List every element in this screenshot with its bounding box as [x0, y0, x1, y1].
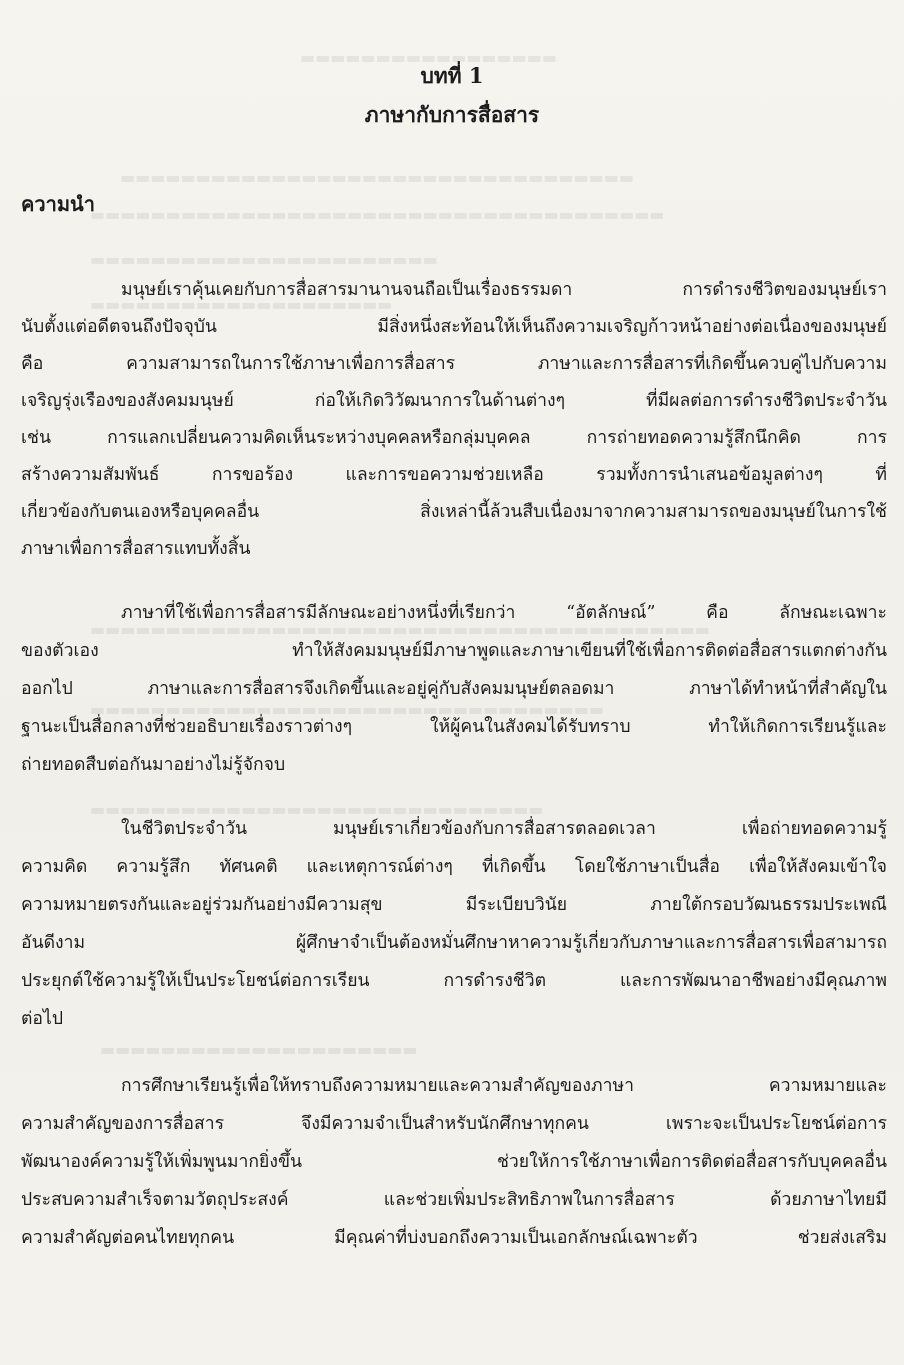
paragraph-line: ต่อไป — [21, 1009, 64, 1029]
chapter-title: ภาษากับการสื่อสาร — [364, 102, 540, 127]
paragraph-line: ความหมายตรงกันและอยู่ร่วมกันอย่างมีความสุข มีระเบียบวินัย ภายใต้กรอบวัฒนธรรมประเพณี — [21, 895, 887, 915]
paragraph-line: นับตั้งแต่อดีตจนถึงปัจจุบัน มีสิ่งหนึ่งสะท้อนให้เห็นถึงความเจริญก้าวหน้าอย่างต่อเนื่องของมนุษย์ — [21, 317, 887, 337]
paragraph-line: ในชีวิตประจำวัน มนุษย์เราเกี่ยวข้องกับการสื่อสารตลอดเวลา เพื่อถ่ายทอดความรู้ — [121, 819, 887, 839]
paragraph-line: พัฒนาองค์ความรู้ให้เพิ่มพูนมากยิ่งขึ้น ช่วยให้การใช้ภาษาเพื่อการติดต่อสื่อสารกับบุคคลอื่น — [21, 1152, 887, 1172]
section-heading: ความนำ — [21, 192, 95, 216]
paragraph-line: สร้างความสัมพันธ์ การขอร้อง และการขอความช่วยเหลือ รวมทั้งการนำเสนอข้อมูลต่างๆ ที่ — [21, 465, 887, 485]
paragraph-line: เช่น การแลกเปลี่ยนความคิดเห็นระหว่างบุคคลหรือกลุ่มบุคคล การถ่ายทอดความรู้สึกนึกคิด การ — [21, 428, 887, 448]
chapter-number: บทที่ 1 — [420, 63, 484, 88]
paragraph-line: มนุษย์เราคุ้นเคยกับการสื่อสารมานานจนถือเป็นเรื่องธรรมดา การดำรงชีวิตของมนุษย์เรา — [121, 280, 887, 300]
show-through-background: ▬▬▬▬▬▬▬▬▬▬▬▬▬▬▬▬▬ ▬▬▬▬▬▬▬▬▬▬▬▬▬▬▬▬▬▬▬▬▬▬▬▬▬▬▬▬▬▬▬▬▬▬ ▬▬▬▬▬▬▬▬▬▬▬▬▬▬▬▬▬▬▬▬▬▬▬▬▬▬▬▬▬▬▬▬▬▬▬▬▬▬ ▬▬▬▬▬▬▬▬▬▬▬▬▬▬▬▬▬▬▬▬▬▬▬ ▬▬▬▬▬▬▬▬▬▬▬▬▬▬▬▬▬▬▬▬ ▬▬▬▬▬▬▬▬▬▬▬▬▬▬▬▬▬▬▬▬▬▬▬▬▬▬▬▬▬▬▬▬▬▬▬▬▬▬▬▬▬ ▬▬▬▬▬▬▬▬▬▬▬▬▬▬▬▬▬▬▬▬▬▬▬▬▬▬▬▬▬▬▬▬▬▬ ▬▬▬▬▬▬▬▬▬▬▬▬▬▬▬▬▬▬▬▬▬▬▬▬▬▬▬▬▬▬ ▬▬▬▬▬▬▬▬▬▬▬▬▬▬▬▬▬▬▬▬▬ — [90, 48, 710, 1059]
paragraph-line: ความคิด ความรู้สึก ทัศนคติ และเหตุการณ์ต่างๆ ที่เกิดขึ้น โดยใช้ภาษาเป็นสื่อ เพื่อให้สังคมเข้าใจ — [21, 857, 887, 877]
paragraph-line: ภาษาที่ใช้เพื่อการสื่อสารมีลักษณะอย่างหนึ่งที่เรียกว่า “อัตลักษณ์” คือ ลักษณะเฉพาะ — [121, 603, 887, 623]
paragraph-line: ภาษาเพื่อการสื่อสารแทบทั้งสิ้น — [21, 539, 251, 559]
paragraph-line: ออกไป ภาษาและการสื่อสารจึงเกิดขึ้นและอยู่คู่กับสังคมมนุษย์ตลอดมา ภาษาได้ทำหน้าที่สำคัญใน — [21, 679, 887, 699]
paragraph-line: คือ ความสามารถในการใช้ภาษาเพื่อการสื่อสาร ภาษาและการสื่อสารที่เกิดขึ้นควบคู่ไปกับความ — [21, 354, 887, 374]
paragraph-line: ประยุกต์ใช้ความรู้ให้เป็นประโยชน์ต่อการเรียน การดำรงชีวิต และการพัฒนาอาชีพอย่างมีคุณภาพ — [21, 971, 887, 991]
paragraph-line: การศึกษาเรียนรู้เพื่อให้ทราบถึงความหมายและความสำคัญของภาษา ความหมายและ — [121, 1076, 887, 1096]
paragraph-line: ของตัวเอง ทำให้สังคมมนุษย์มีภาษาพูดและภาษาเขียนที่ใช้เพื่อการติดต่อสื่อสารแตกต่างกัน — [21, 641, 887, 661]
paragraph-line: ประสบความสำเร็จตามวัตถุประสงค์ และช่วยเพิ่มประสิทธิภาพในการสื่อสาร ด้วยภาษาไทยมี — [21, 1190, 887, 1210]
paragraph-line: ความสำคัญของการสื่อสาร จึงมีความจำเป็นสำหรับนักศึกษาทุกคน เพราะจะเป็นประโยชน์ต่อการ — [21, 1114, 887, 1134]
paragraph-line: เกี่ยวข้องกับตนเองหรือบุคคลอื่น สิ่งเหล่านี้ล้วนสืบเนื่องมาจากความสามารถของมนุษย์ในการใช้ — [21, 502, 887, 522]
paragraph-line: เจริญรุ่งเรืองของสังคมมนุษย์ ก่อให้เกิดวิวัฒนาการในด้านต่างๆ ที่มีผลต่อการดำรงชีวิตประจำวัน — [21, 391, 887, 411]
paragraph-line: ถ่ายทอดสืบต่อกันมาอย่างไม่รู้จักจบ — [21, 755, 286, 775]
paragraph-line: ความสำคัญต่อคนไทยทุกคน มีคุณค่าที่บ่งบอกถึงความเป็นเอกลักษณ์เฉพาะตัว ช่วยส่งเสริม — [21, 1228, 887, 1248]
paragraph-line: ฐานะเป็นสื่อกลางที่ช่วยอธิบายเรื่องราวต่างๆ ให้ผู้คนในสังคมได้รับทราบ ทำให้เกิดการเรียนรู้และ — [21, 717, 887, 737]
paragraph-line: อันดีงาม ผู้ศึกษาจำเป็นต้องหมั่นศึกษาหาความรู้เกี่ยวกับภาษาและการสื่อสารเพื่อสามารถ — [21, 933, 887, 953]
